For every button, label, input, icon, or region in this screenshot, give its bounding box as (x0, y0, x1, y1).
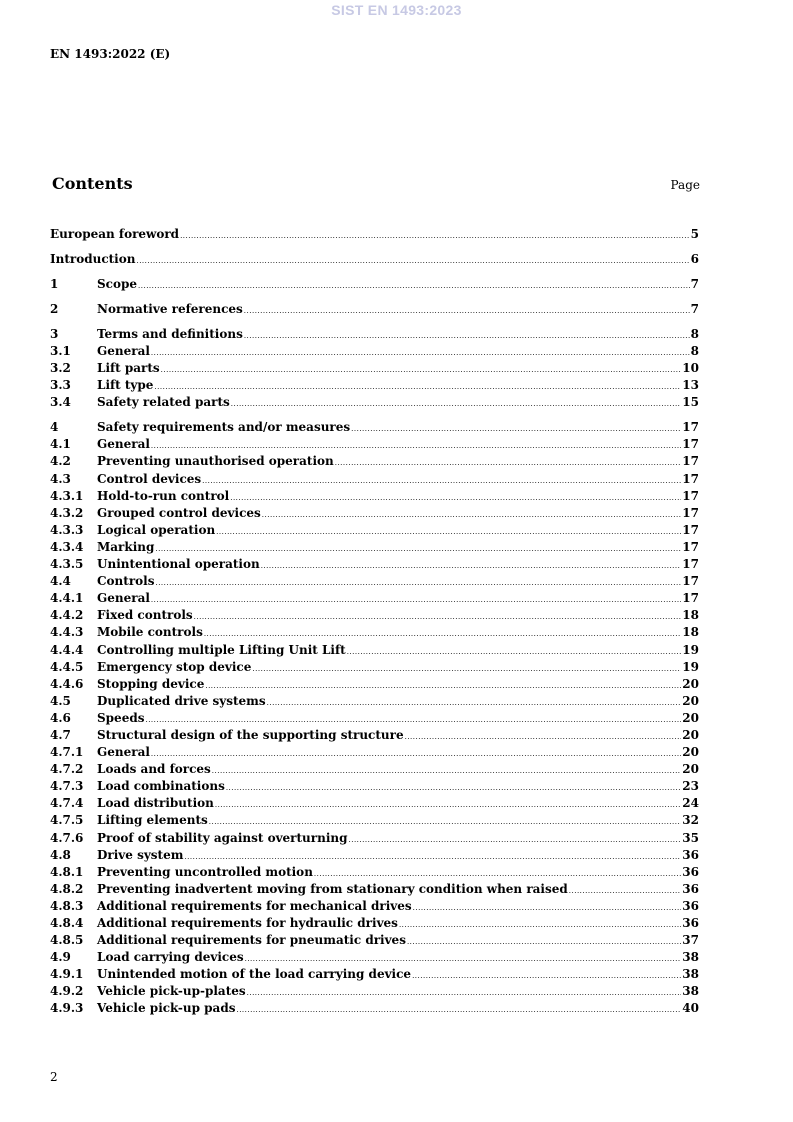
toc-entry[interactable] (50, 642, 699, 659)
toc-entry-number: 4.5 (50, 693, 71, 708)
toc-entry-number: 4.9.3 (50, 1001, 84, 1016)
toc-entry-page: 19 (682, 642, 699, 657)
toc-entry-number: 4.8.1 (50, 864, 84, 879)
toc-entry-title: Controlling multiple Lifting Unit Lift (97, 642, 346, 657)
toc-dot-leader (245, 951, 682, 966)
toc-entry[interactable] (50, 932, 699, 949)
toc-dot-leader (212, 763, 682, 778)
toc-entry-page: 23 (682, 779, 699, 794)
toc-entry-page: 19 (682, 659, 699, 674)
toc-entry-number: 4.3.4 (50, 539, 84, 554)
toc-entry-page: 17 (682, 488, 699, 503)
toc-entry-number: 4.4.1 (50, 591, 84, 606)
toc-dot-leader (261, 558, 682, 573)
toc-dot-leader (569, 883, 682, 898)
toc-dot-leader (267, 695, 682, 710)
toc-entry-title: European foreword (50, 227, 180, 241)
toc-entry-title: Normative references (97, 301, 243, 316)
toc-entry-page: 17 (682, 591, 699, 606)
toc-entry-title: Terms and definitions (97, 326, 243, 341)
toc-entry[interactable] (50, 693, 699, 710)
toc-entry-page: 40 (682, 1001, 699, 1016)
toc-entry-title: Mobile controls (97, 625, 203, 640)
toc-dot-leader (154, 379, 681, 394)
toc-dot-leader (151, 345, 690, 360)
toc-entry-number: 4.7.3 (50, 779, 84, 794)
toc-entry-title: Preventing unauthorised operation (97, 454, 334, 469)
toc-entry[interactable] (50, 539, 699, 556)
toc-entry-page: 5 (690, 227, 699, 241)
toc-entry-title: Fixed controls (97, 608, 193, 623)
toc-entry-page: 17 (682, 437, 699, 452)
toc-entry-number: 3 (50, 326, 59, 341)
toc-entry[interactable] (50, 795, 699, 812)
toc-dot-leader (216, 524, 681, 539)
toc-entry-number: 4.4.6 (50, 676, 84, 691)
toc-entry-title: Control devices (97, 471, 202, 486)
toc-entry-number: 4.8 (50, 847, 71, 862)
toc-entry-title: Grouped control devices (97, 505, 261, 520)
toc-entry-number: 4.4.5 (50, 659, 84, 674)
toc-entry[interactable] (50, 301, 699, 318)
toc-entry[interactable] (50, 830, 699, 847)
toc-dot-leader (184, 849, 681, 864)
toc-entry[interactable] (50, 847, 699, 864)
toc-entry[interactable] (50, 624, 699, 641)
toc-entry-title: Stopping device (97, 676, 205, 691)
toc-dot-leader (244, 303, 690, 318)
toc-entry[interactable] (50, 881, 699, 898)
toc-entry-number: 4.9 (50, 950, 71, 965)
toc-entry-title: Structural design of the supporting structure (97, 727, 404, 742)
toc-dot-leader (351, 421, 681, 436)
toc-entry[interactable] (50, 573, 699, 590)
toc-entry-title: Safety requirements and/or measures (97, 420, 351, 435)
toc-entry-page: 10 (682, 361, 699, 376)
toc-entry-title: General (97, 591, 150, 606)
toc-entry-number: 4.3 (50, 471, 71, 486)
toc-entry-page: 17 (682, 420, 699, 435)
toc-entry-title: Load combinations (97, 779, 225, 794)
toc-entry-title: Introduction (50, 251, 136, 266)
toc-entry-page: 20 (682, 745, 699, 760)
toc-entry[interactable] (50, 556, 699, 573)
toc-entry-title: Unintentional operation (97, 557, 260, 572)
toc-dot-leader (405, 729, 682, 744)
toc-dot-leader (399, 917, 681, 932)
toc-dot-leader (347, 644, 682, 659)
toc-entry-title: Unintended motion of the load carrying device (97, 967, 412, 982)
page-column-label: Page (670, 178, 700, 192)
toc-dot-leader (231, 396, 682, 411)
toc-entry-number: 4.8.5 (50, 933, 84, 948)
toc-dot-leader (155, 575, 681, 590)
toc-entry-number: 1 (50, 276, 59, 291)
contents-heading: Contents (52, 174, 133, 193)
toc-dot-leader (145, 712, 681, 727)
toc-entry-page: 17 (682, 454, 699, 469)
toc-entry[interactable] (50, 778, 699, 795)
toc-entry-page: 8 (690, 344, 699, 359)
toc-entry-page: 20 (682, 710, 699, 725)
toc-entry[interactable] (50, 710, 699, 727)
toc-entry[interactable] (50, 727, 699, 744)
toc-entry-title: Vehicle pick-up-plates (97, 984, 246, 999)
toc-entry[interactable] (50, 864, 699, 881)
toc-entry-page: 36 (682, 898, 699, 913)
toc-entry-title: Duplicated drive systems (97, 693, 266, 708)
toc-dot-leader (244, 328, 690, 343)
toc-entry[interactable] (50, 505, 699, 522)
toc-dot-leader (136, 253, 689, 268)
toc-entry[interactable] (50, 394, 699, 411)
toc-entry-title: Preventing inadvertent moving from stationary condition when raised (97, 881, 568, 896)
toc-entry-number: 3.4 (50, 395, 71, 410)
toc-dot-leader (161, 362, 682, 377)
toc-entry-title: Loads and forces (97, 762, 211, 777)
toc-entry-page: 8 (690, 326, 699, 341)
toc-entry-title: Load distribution (97, 796, 214, 811)
toc-dot-leader (407, 934, 681, 949)
toc-entry-number: 3.1 (50, 344, 71, 359)
toc-entry-title: Speeds (97, 710, 145, 725)
toc-entry[interactable] (50, 276, 699, 293)
toc-entry[interactable] (50, 343, 699, 360)
toc-entry[interactable] (50, 659, 699, 676)
toc-entry-number: 4.8.3 (50, 898, 84, 913)
toc-dot-leader (151, 438, 681, 453)
toc-entry-page: 17 (682, 539, 699, 554)
toc-dot-leader (412, 968, 681, 983)
toc-entry-page: 7 (690, 301, 699, 316)
toc-entry-number: 4.3.1 (50, 488, 84, 503)
toc-entry-number: 4.8.4 (50, 916, 84, 931)
toc-entry-number: 4.7.1 (50, 745, 84, 760)
toc-entry-page: 15 (682, 395, 699, 410)
toc-entry-title: Logical operation (97, 522, 216, 537)
toc-dot-leader (349, 832, 682, 847)
toc-entry-title: Additional requirements for hydraulic drives (97, 916, 398, 931)
toc-dot-leader (138, 278, 690, 293)
toc-dot-leader (262, 507, 682, 522)
toc-entry-page: 37 (682, 933, 699, 948)
toc-entry[interactable] (50, 949, 699, 966)
toc-entry-title: Hold-to-run control (97, 488, 230, 503)
toc-dot-leader (205, 678, 681, 693)
toc-entry[interactable] (50, 377, 699, 394)
toc-entry-page: 6 (690, 251, 699, 266)
toc-entry[interactable] (50, 983, 699, 1000)
toc-entry-number: 4.4.2 (50, 608, 84, 623)
toc-entry-page: 20 (682, 693, 699, 708)
toc-entry-number: 4.7 (50, 727, 71, 742)
toc-entry[interactable] (50, 590, 699, 607)
toc-entry-number: 4.4.3 (50, 625, 84, 640)
toc-entry-number: 4.9.2 (50, 984, 84, 999)
toc-entry-number: 4.7.6 (50, 830, 84, 845)
toc-entry-page: 32 (682, 813, 699, 828)
toc-entry[interactable] (50, 251, 699, 268)
toc-entry-title: Additional requirements for pneumatic drives (97, 933, 406, 948)
table-of-contents (50, 226, 699, 1018)
toc-entry[interactable] (50, 326, 699, 343)
toc-entry[interactable] (50, 676, 699, 693)
toc-entry-number: 3.2 (50, 361, 71, 376)
toc-dot-leader (226, 780, 681, 795)
toc-entry-page: 38 (682, 967, 699, 982)
toc-dot-leader (335, 455, 682, 470)
toc-entry-title: General (97, 437, 150, 452)
toc-entry-title: Preventing uncontrolled motion (97, 864, 313, 879)
toc-entry-number: 4.4 (50, 574, 71, 589)
toc-entry-number: 4.7.2 (50, 762, 84, 777)
toc-entry[interactable] (50, 607, 699, 624)
toc-entry[interactable] (50, 226, 699, 243)
toc-entry-title: Proof of stability against overturning (97, 830, 348, 845)
toc-entry-title: General (97, 745, 150, 760)
toc-entry-title: Marking (97, 539, 155, 554)
toc-entry-number: 4.2 (50, 454, 71, 469)
toc-entry[interactable] (50, 966, 699, 983)
toc-dot-leader (202, 473, 681, 488)
toc-entry-page: 38 (682, 950, 699, 965)
toc-entry-page: 20 (682, 676, 699, 691)
toc-entry[interactable] (50, 744, 699, 761)
toc-entry-title: General (97, 344, 150, 359)
toc-dot-leader (252, 661, 681, 676)
toc-dot-leader (215, 797, 681, 812)
toc-dot-leader (314, 866, 681, 881)
toc-entry-page: 24 (682, 796, 699, 811)
toc-entry[interactable] (50, 1000, 699, 1017)
toc-entry-page: 18 (682, 608, 699, 623)
toc-entry-number: 4.3.3 (50, 522, 84, 537)
toc-dot-leader (194, 609, 682, 624)
toc-entry-number: 4.3.2 (50, 505, 84, 520)
toc-dot-leader (230, 490, 681, 505)
toc-dot-leader (413, 900, 682, 915)
document-id: EN 1493:2022 (E) (50, 47, 171, 61)
toc-entry[interactable] (50, 812, 699, 829)
toc-entry-title: Lifting elements (97, 813, 208, 828)
toc-entry[interactable] (50, 761, 699, 778)
toc-entry[interactable] (50, 488, 699, 505)
toc-entry[interactable] (50, 436, 699, 453)
toc-entry-number: 4 (50, 420, 59, 435)
toc-entry[interactable] (50, 522, 699, 539)
toc-entry-title: Scope (97, 276, 138, 291)
toc-entry-number: 4.3.5 (50, 557, 84, 572)
toc-entry[interactable] (50, 360, 699, 377)
toc-entry-number: 4.7.5 (50, 813, 84, 828)
toc-entry-page: 17 (682, 522, 699, 537)
toc-entry[interactable] (50, 898, 699, 915)
toc-entry-number: 4.6 (50, 710, 71, 725)
toc-entry-title: Load carrying devices (97, 950, 244, 965)
toc-entry-page: 20 (682, 727, 699, 742)
toc-entry[interactable] (50, 915, 699, 932)
toc-entry-title: Additional requirements for mechanical drives (97, 898, 412, 913)
toc-entry-number: 4.4.4 (50, 642, 84, 657)
watermark: SIST EN 1493:2023 (331, 2, 462, 18)
toc-entry-title: Controls (97, 574, 155, 589)
toc-entry-page: 17 (682, 505, 699, 520)
toc-dot-leader (247, 985, 682, 1000)
toc-entry[interactable] (50, 419, 699, 436)
toc-entry-page: 36 (682, 916, 699, 931)
toc-dot-leader (151, 746, 681, 761)
toc-entry-page: 7 (690, 276, 699, 291)
toc-entry-page: 13 (682, 378, 699, 393)
toc-dot-leader (209, 814, 682, 829)
toc-entry[interactable] (50, 453, 699, 470)
toc-entry-page: 17 (682, 471, 699, 486)
toc-entry-page: 38 (682, 984, 699, 999)
toc-entry-title: Drive system (97, 847, 184, 862)
toc-dot-leader (155, 541, 681, 556)
page-number: 2 (50, 1070, 58, 1084)
toc-dot-leader (151, 592, 681, 607)
toc-entry-number: 3.3 (50, 378, 71, 393)
toc-entry-title: Emergency stop device (97, 659, 252, 674)
toc-dot-leader (236, 1002, 681, 1017)
toc-entry-page: 35 (682, 830, 699, 845)
toc-entry-number: 4.7.4 (50, 796, 84, 811)
toc-dot-leader (180, 228, 690, 243)
toc-entry-page: 36 (682, 881, 699, 896)
toc-entry-page: 36 (682, 864, 699, 879)
toc-entry-page: 17 (682, 574, 699, 589)
toc-entry-number: 2 (50, 301, 59, 316)
toc-entry-title: Vehicle pick-up pads (97, 1001, 236, 1016)
toc-entry-page: 36 (682, 847, 699, 862)
toc-entry-page: 18 (682, 625, 699, 640)
toc-entry[interactable] (50, 471, 699, 488)
toc-entry-page: 20 (682, 762, 699, 777)
toc-entry-number: 4.9.1 (50, 967, 84, 982)
toc-dot-leader (204, 626, 681, 641)
toc-entry-title: Safety related parts (97, 395, 230, 410)
toc-entry-number: 4.1 (50, 437, 71, 452)
toc-entry-title: Lift type (97, 378, 154, 393)
toc-entry-number: 4.8.2 (50, 881, 84, 896)
toc-entry-page: 17 (682, 557, 699, 572)
toc-entry-title: Lift parts (97, 361, 160, 376)
